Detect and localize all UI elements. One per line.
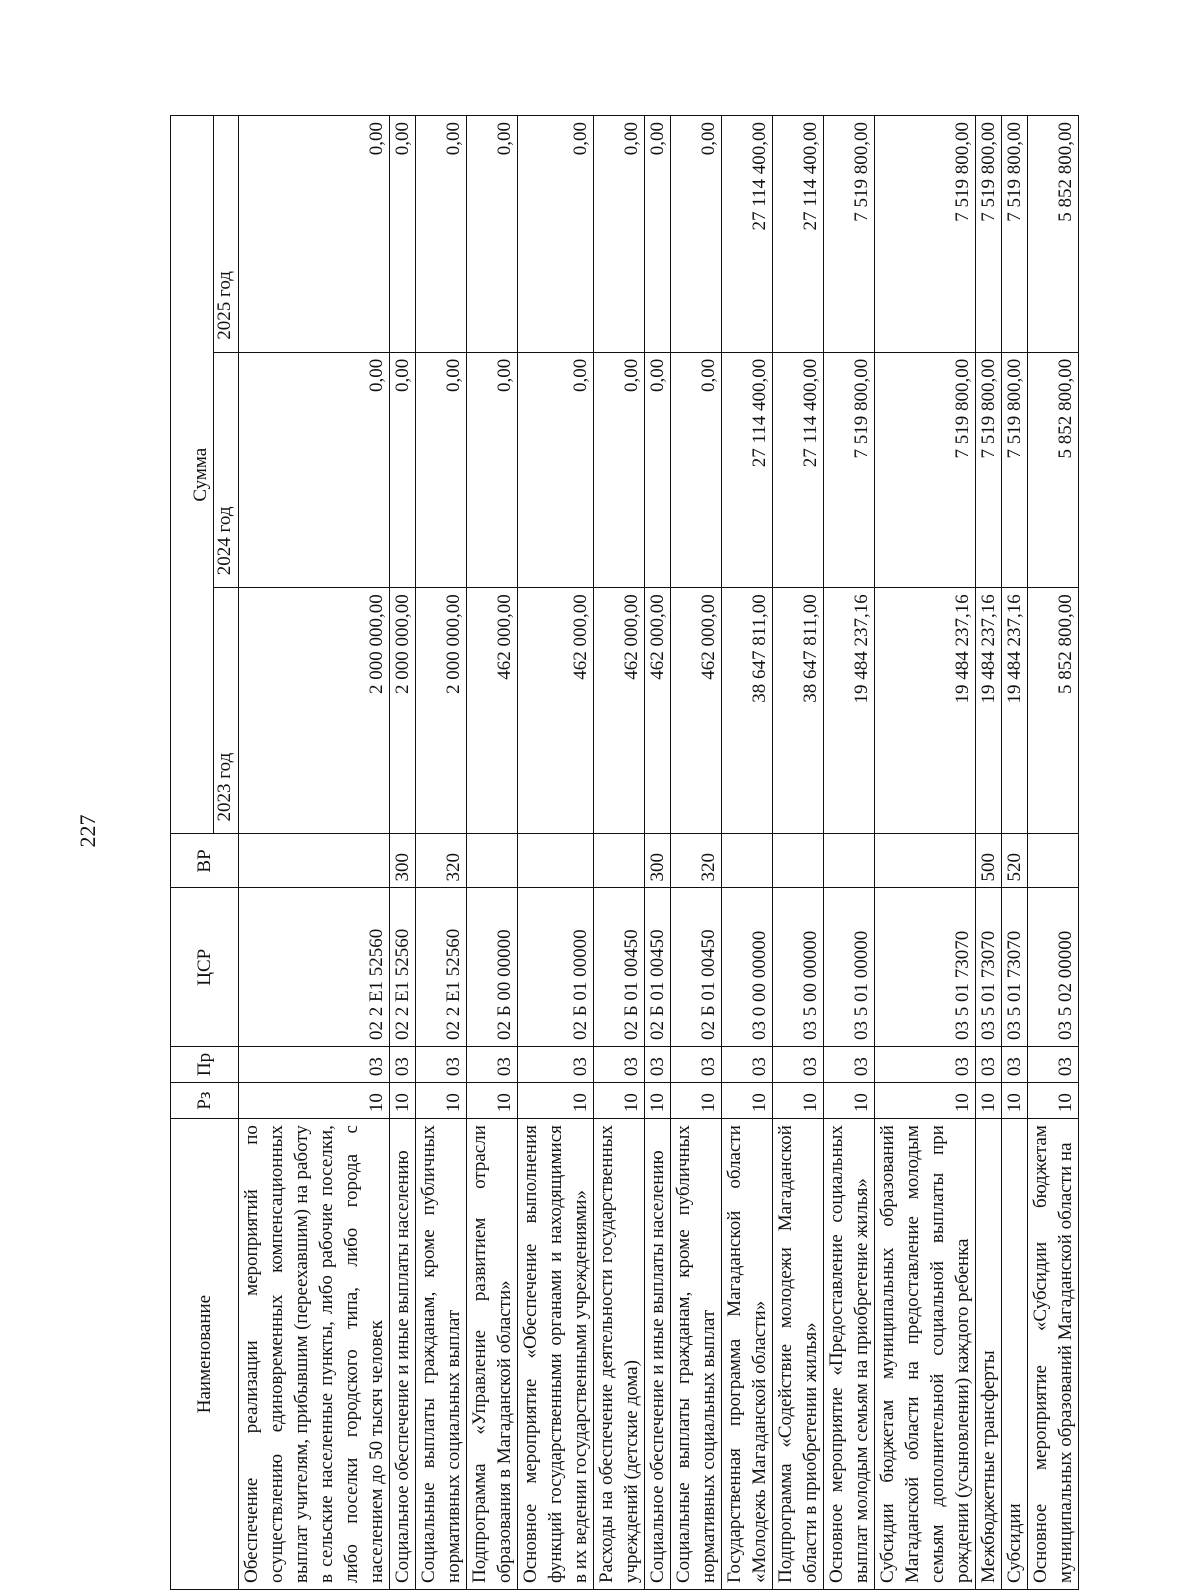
cell-name: Межбюджетные трансферты: [976, 1119, 1002, 1590]
cell-name: Социальные выплаты гражданам, кроме публичных нормативных социальных выплат: [416, 1119, 467, 1590]
cell-2024: 5 852 800,00: [1028, 352, 1079, 587]
cell-rz: 10: [671, 1083, 722, 1119]
cell-csr: 02 2 Е1 52560: [390, 888, 416, 1047]
cell-name: Расходы на обеспечение деятельности государственных учреждений (детские дома): [594, 1119, 645, 1590]
budget-table: [170, 115, 1079, 1590]
cell-pr: 03: [390, 1047, 416, 1083]
cell-vr: 320: [416, 834, 467, 888]
cell-2023: 19 484 237,16: [824, 588, 875, 834]
cell-pr: 03: [1002, 1047, 1028, 1083]
cell-csr: 03 5 02 00000: [1028, 888, 1079, 1047]
cell-rz: 10: [824, 1083, 875, 1119]
cell-pr: 03: [467, 1047, 518, 1083]
cell-2023: 19 484 237,16: [875, 588, 976, 834]
cell-csr: 03 5 01 73070: [1002, 888, 1028, 1047]
cell-name: Государственная программа Магаданской области «Молодежь Магаданской области»: [722, 1119, 773, 1590]
cell-rz: 10: [722, 1083, 773, 1119]
cell-2024: 27 114 400,00: [722, 352, 773, 587]
cell-vr: 320: [671, 834, 722, 888]
cell-vr: 500: [976, 834, 1002, 888]
cell-csr: 02 Б 01 00450: [645, 888, 671, 1047]
cell-2025: 27 114 400,00: [773, 116, 824, 353]
cell-2024: 0,00: [671, 352, 722, 587]
cell-vr: 520: [1002, 834, 1028, 888]
cell-2025: 0,00: [518, 116, 594, 353]
cell-pr: 03: [518, 1047, 594, 1083]
cell-pr: 03: [875, 1047, 976, 1083]
cell-2024: 0,00: [416, 352, 467, 587]
cell-name: Основное мероприятие «Предоставление социальных выплат молодым семьям на приобретение жилья»: [824, 1119, 875, 1590]
cell-2024: 0,00: [594, 352, 645, 587]
budget-table-container: [170, 115, 1076, 1590]
table-row: [1002, 116, 1028, 1590]
cell-2025: 0,00: [645, 116, 671, 353]
cell-vr: [824, 834, 875, 888]
cell-rz: 10: [416, 1083, 467, 1119]
cell-pr: 03: [824, 1047, 875, 1083]
cell-name: Подпрограмма «Управление развитием отрасли образования в Магаданской области»: [467, 1119, 518, 1590]
cell-2024: 0,00: [467, 352, 518, 587]
cell-2025: 27 114 400,00: [722, 116, 773, 353]
cell-csr: 03 5 01 73070: [976, 888, 1002, 1047]
table-row: [594, 116, 645, 1590]
cell-2025: 7 519 800,00: [875, 116, 976, 353]
table-row: [671, 116, 722, 1590]
cell-name: Субсидии: [1002, 1119, 1028, 1590]
cell-vr: [722, 834, 773, 888]
table-row: [645, 116, 671, 1590]
cell-2025: 0,00: [239, 116, 390, 353]
header-2023: 2023 год: [214, 588, 239, 834]
cell-2024: 7 519 800,00: [824, 352, 875, 587]
cell-csr: 03 5 01 00000: [824, 888, 875, 1047]
cell-pr: 03: [416, 1047, 467, 1083]
cell-vr: [518, 834, 594, 888]
table-row: [824, 116, 875, 1590]
cell-rz: 10: [875, 1083, 976, 1119]
table-row: [416, 116, 467, 1590]
header-2024: 2024 год: [214, 352, 239, 587]
cell-name: Социальное обеспечение и иные выплаты населению: [390, 1119, 416, 1590]
cell-csr: 03 5 00 00000: [773, 888, 824, 1047]
cell-2024: 0,00: [518, 352, 594, 587]
table-row: [1028, 116, 1079, 1590]
header-pr: Пр: [171, 1047, 239, 1083]
cell-csr: 02 Б 01 00450: [671, 888, 722, 1047]
cell-2024: 7 519 800,00: [1002, 352, 1028, 587]
cell-2024: 0,00: [239, 352, 390, 587]
cell-2023: 462 000,00: [518, 588, 594, 834]
cell-rz: 10: [467, 1083, 518, 1119]
header-name: Наименование: [171, 1119, 239, 1590]
cell-2024: 7 519 800,00: [976, 352, 1002, 587]
table-row: [875, 116, 976, 1590]
cell-rz: 10: [390, 1083, 416, 1119]
cell-rz: 10: [518, 1083, 594, 1119]
cell-name: Основное мероприятие «Обеспечение выполнения функций государственными органами и находящимися в их ведении государственными учреждениями»: [518, 1119, 594, 1590]
cell-rz: 10: [1028, 1083, 1079, 1119]
cell-2024: 27 114 400,00: [773, 352, 824, 587]
cell-pr: 03: [722, 1047, 773, 1083]
cell-2023: 19 484 237,16: [1002, 588, 1028, 834]
table-row: [976, 116, 1002, 1590]
cell-name: Подпрограмма «Содействие молодежи Магаданской области в приобретении жилья»: [773, 1119, 824, 1590]
cell-csr: 02 Б 01 00450: [594, 888, 645, 1047]
cell-pr: 03: [773, 1047, 824, 1083]
header-rz: Рз: [171, 1083, 239, 1119]
cell-name: Основное мероприятие «Субсидии бюджетам муниципальных образований Магаданской области на: [1028, 1119, 1079, 1590]
cell-pr: 03: [645, 1047, 671, 1083]
cell-2023: 462 000,00: [594, 588, 645, 834]
cell-2023: 19 484 237,16: [976, 588, 1002, 834]
cell-vr: [1028, 834, 1079, 888]
table-row: [467, 116, 518, 1590]
cell-2025: 7 519 800,00: [1002, 116, 1028, 353]
cell-2025: 7 519 800,00: [976, 116, 1002, 353]
cell-vr: [773, 834, 824, 888]
header-vr: ВР: [171, 834, 239, 888]
cell-2023: 2 000 000,00: [239, 588, 390, 834]
cell-vr: [239, 834, 390, 888]
table-row: [518, 116, 594, 1590]
cell-2025: 7 519 800,00: [824, 116, 875, 353]
cell-csr: 03 0 00 00000: [722, 888, 773, 1047]
page-number: 227: [75, 814, 100, 848]
cell-vr: [594, 834, 645, 888]
cell-2023: 38 647 811,00: [722, 588, 773, 834]
cell-pr: 03: [1028, 1047, 1079, 1083]
cell-pr: 03: [671, 1047, 722, 1083]
header-csr: ЦСР: [171, 888, 239, 1047]
table-header-row: [171, 116, 214, 1590]
cell-rz: 10: [773, 1083, 824, 1119]
cell-2023: 462 000,00: [645, 588, 671, 834]
cell-csr: 02 Б 00 00000: [467, 888, 518, 1047]
cell-name: Социальные выплаты гражданам, кроме публичных нормативных социальных выплат: [671, 1119, 722, 1590]
cell-2023: 462 000,00: [671, 588, 722, 834]
cell-pr: 03: [976, 1047, 1002, 1083]
cell-name: Субсидии бюджетам муниципальных образований Магаданской области на предоставление молодым семьям дополнительной социальной выплаты при рождении (усыновлении) каждого ребенка: [875, 1119, 976, 1590]
cell-2024: 0,00: [645, 352, 671, 587]
cell-2025: 0,00: [467, 116, 518, 353]
cell-2023: 462 000,00: [467, 588, 518, 834]
cell-2023: 2 000 000,00: [416, 588, 467, 834]
cell-2025: 0,00: [416, 116, 467, 353]
table-row: [390, 116, 416, 1590]
cell-pr: 03: [239, 1047, 390, 1083]
table-row: [722, 116, 773, 1590]
header-sum: Сумма: [171, 116, 214, 834]
header-2025: 2025 год: [214, 116, 239, 353]
cell-rz: 10: [976, 1083, 1002, 1119]
cell-2025: 5 852 800,00: [1028, 116, 1079, 353]
cell-csr: 02 2 Е1 52560: [239, 888, 390, 1047]
cell-2025: 0,00: [671, 116, 722, 353]
cell-2024: 7 519 800,00: [875, 352, 976, 587]
cell-rz: 10: [645, 1083, 671, 1119]
cell-2025: 0,00: [594, 116, 645, 353]
table-row: [239, 116, 390, 1590]
cell-csr: 03 5 01 73070: [875, 888, 976, 1047]
table-body: [239, 116, 1079, 1590]
cell-rz: 10: [594, 1083, 645, 1119]
cell-2023: 5 852 800,00: [1028, 588, 1079, 834]
cell-2025: 0,00: [390, 116, 416, 353]
cell-pr: 03: [594, 1047, 645, 1083]
cell-csr: 02 2 Е1 52560: [416, 888, 467, 1047]
table-row: [773, 116, 824, 1590]
cell-name: Социальное обеспечение и иные выплаты населению: [645, 1119, 671, 1590]
cell-vr: [875, 834, 976, 888]
cell-vr: 300: [390, 834, 416, 888]
cell-rz: 10: [239, 1083, 390, 1119]
cell-2023: 38 647 811,00: [773, 588, 824, 834]
cell-2023: 2 000 000,00: [390, 588, 416, 834]
cell-2024: 0,00: [390, 352, 416, 587]
cell-name: Обеспечение реализации мероприятий по осуществлению единовременных компенсационных выплат учителям, прибывшим (переехавшим) на работу в сельские населенные пункты, либо рабочие поселки, либо поселки городского типа, либо города с населением до 50 тысяч человек: [239, 1119, 390, 1590]
cell-rz: 10: [1002, 1083, 1028, 1119]
cell-vr: 300: [645, 834, 671, 888]
cell-vr: [467, 834, 518, 888]
cell-csr: 02 Б 01 00000: [518, 888, 594, 1047]
